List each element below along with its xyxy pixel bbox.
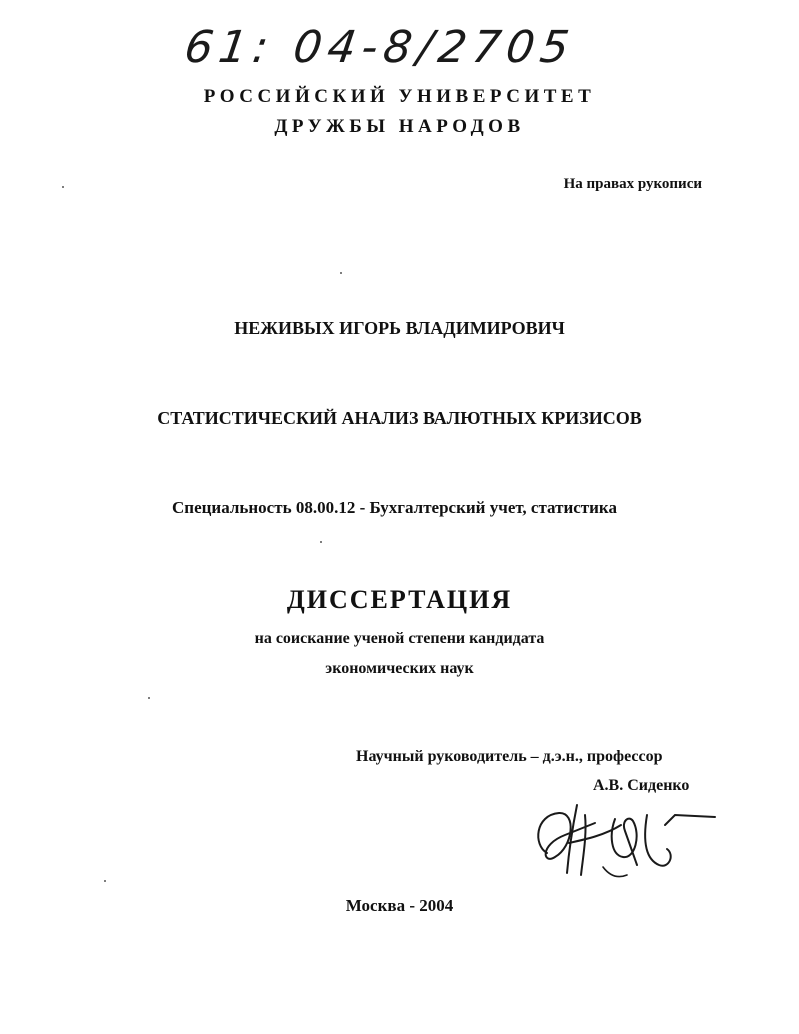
scan-speck — [148, 697, 150, 699]
scan-speck — [62, 186, 64, 188]
supervisor-role: Научный руководитель – д.э.н., профессор — [356, 748, 663, 765]
dissertation-title: СТАТИСТИЧЕСКИЙ АНАЛИЗ ВАЛЮТНЫХ КРИЗИСОВ — [157, 408, 642, 428]
city-year: Москва - 2004 — [345, 896, 454, 915]
scan-speck — [104, 880, 106, 882]
university-name-line1: РОССИЙСКИЙ УНИВЕРСИТЕТ — [203, 86, 596, 107]
archive-number: 61: 04-8/2705 — [181, 22, 579, 73]
university-name-line2: ДРУЖБЫ НАРОДОВ — [274, 116, 525, 137]
supervisor-name: А.В. Сиденко — [593, 777, 690, 794]
specialty-line: Специальность 08.00.12 - Бухгалтерский учет, статистика — [172, 498, 617, 517]
degree-line2: экономических наук — [325, 660, 474, 677]
handwritten-signature — [525, 795, 720, 885]
degree-line1: на соискание ученой степени кандидата — [254, 630, 545, 647]
manuscript-note: На правах рукописи — [563, 176, 702, 192]
document-type: ДИССЕРТАЦИЯ — [286, 585, 513, 614]
author-name: НЕЖИВЫХ ИГОРЬ ВЛАДИМИРОВИЧ — [234, 318, 565, 338]
scan-speck — [320, 541, 322, 543]
scan-speck — [340, 272, 342, 274]
